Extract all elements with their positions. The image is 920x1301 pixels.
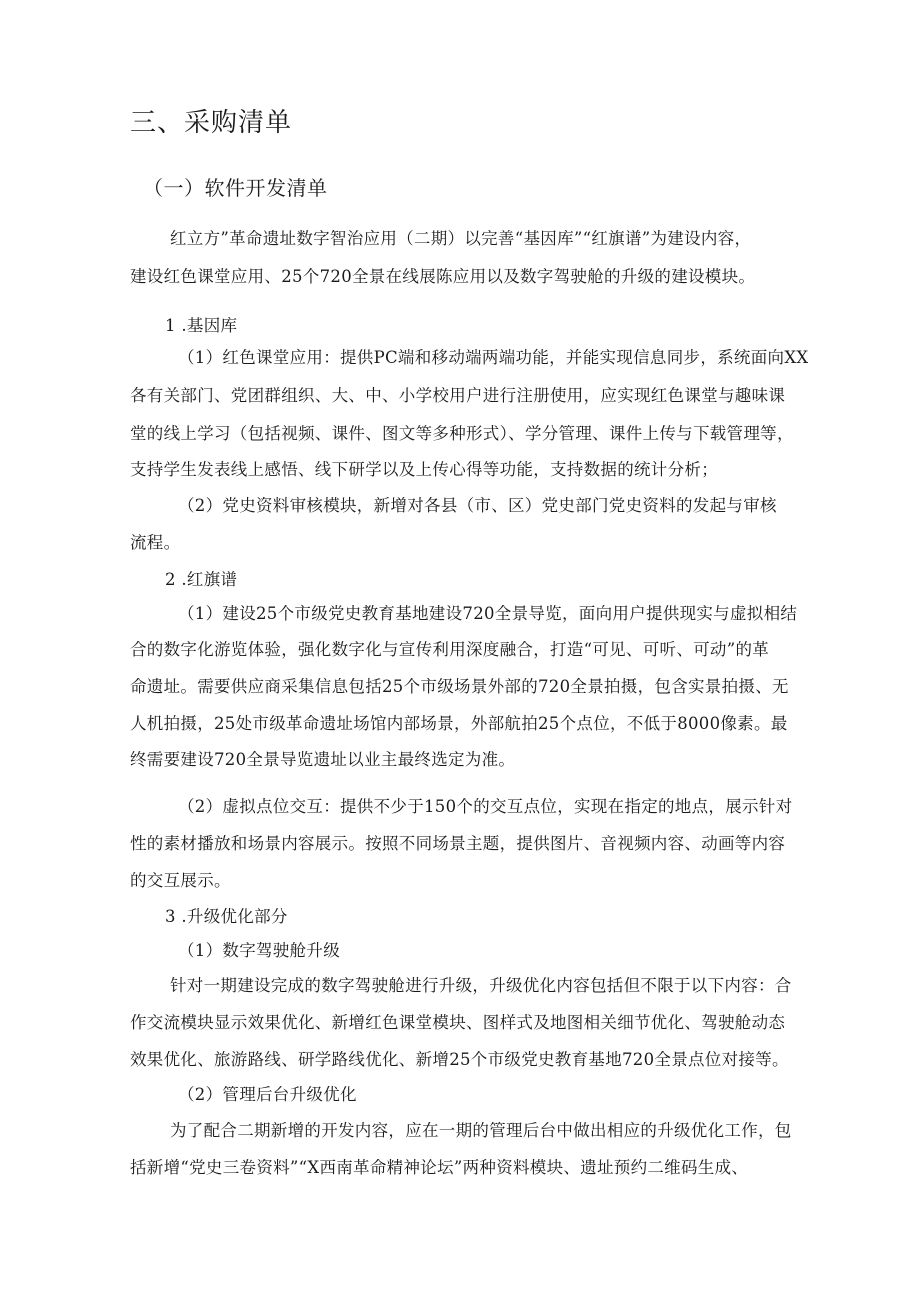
paragraph-line: 人机拍摄，25处市级革命遗址场馆内部场景，外部航拍25个点位，不低于8000像素。最: [130, 714, 788, 733]
intro-line: 红立方”革命遗址数字智治应用（二期）以完善“基因库”“红旗谱”为建设内容，: [170, 229, 752, 248]
sub-item-title: （1）数字驾驶舱升级: [178, 941, 340, 960]
paragraph-line: 针对一期建设完成的数字驾驶舱进行升级，升级优化内容包括但不限于以下内容：合: [170, 976, 792, 995]
paragraph-line: 效果优化、旅游路线、研学路线优化、新增25个市级党史教育基地720全景点位对接等。: [130, 1050, 789, 1069]
paragraph-line: 作交流模块显示效果优化、新增红色课堂模块、图样式及地图相关细节优化、驾驶舱动态: [130, 1013, 786, 1032]
paragraph-line: 括新增“党史三卷资料”“X西南革命精神论坛”两种资料模块、遗址预约二维码生成、: [130, 1158, 749, 1177]
item-title-red-flag: 2 .红旗谱: [165, 570, 238, 589]
intro-line: 建设红色课堂应用、25个720全景在线展陈应用以及数字驾驶舱的升级的建设模块。: [130, 267, 756, 286]
paragraph-line: 的交互展示。: [130, 871, 231, 890]
paragraph-line: 堂的线上学习（包括视频、课件、图文等多种形式）、学分管理、课件上传与下载管理等，: [130, 424, 794, 443]
paragraph-line: 命遗址。需要供应商采集信息包括25个市级场景外部的720全景拍摄，包含实景拍摄、无: [130, 677, 789, 696]
item-title-upgrade: 3 .升级优化部分: [165, 907, 288, 926]
sub-item-title: （2）管理后台升级优化: [178, 1085, 357, 1104]
paragraph-line: （1）建设25个市级党史教育基地建设720全景导览，面向用户提供现实与虚拟相结: [178, 604, 798, 623]
paragraph-line: 支持学生发表线上感悟、线下研学以及上传心得等功能，支持数据的统计分析；: [130, 460, 718, 479]
paragraph-line: 终需要建设720全景导览遗址以业主最终选定为准。: [130, 750, 516, 769]
paragraph-line: （1）红色课堂应用：提供PC端和移动端两端功能，并能实现信息同步，系统面向XX: [178, 348, 809, 367]
item-title-gene-library: 1 .基因库: [165, 316, 238, 335]
paragraph-line: （2）虚拟点位交互：提供不少于150个的交互点位，实现在指定的地点，展示针对: [178, 797, 793, 816]
section-heading: 三、采购清单: [130, 108, 293, 138]
paragraph-line: 各有关部门、党团群组织、大、中、小学校用户进行注册使用，应实现红色课堂与趣味课: [130, 386, 786, 405]
subsection-heading: （一）软件开发清单: [143, 176, 328, 200]
paragraph-line: （2）党史资料审核模块，新增对各县（市、区）党史部门党史资料的发起与审核: [178, 496, 777, 515]
paragraph-line: 为了配合二期新增的开发内容，应在一期的管理后台中做出相应的升级优化工作，包: [170, 1121, 792, 1140]
paragraph-line: 合的数字化游览体验，强化数字化与宣传利用深度融合，打造“可见、可听、可动”的革: [130, 640, 770, 659]
paragraph-line: 性的素材播放和场景内容展示。按照不同场景主题，提供图片、音视频内容、动画等内容: [130, 834, 786, 853]
paragraph-line: 流程。: [130, 533, 181, 552]
